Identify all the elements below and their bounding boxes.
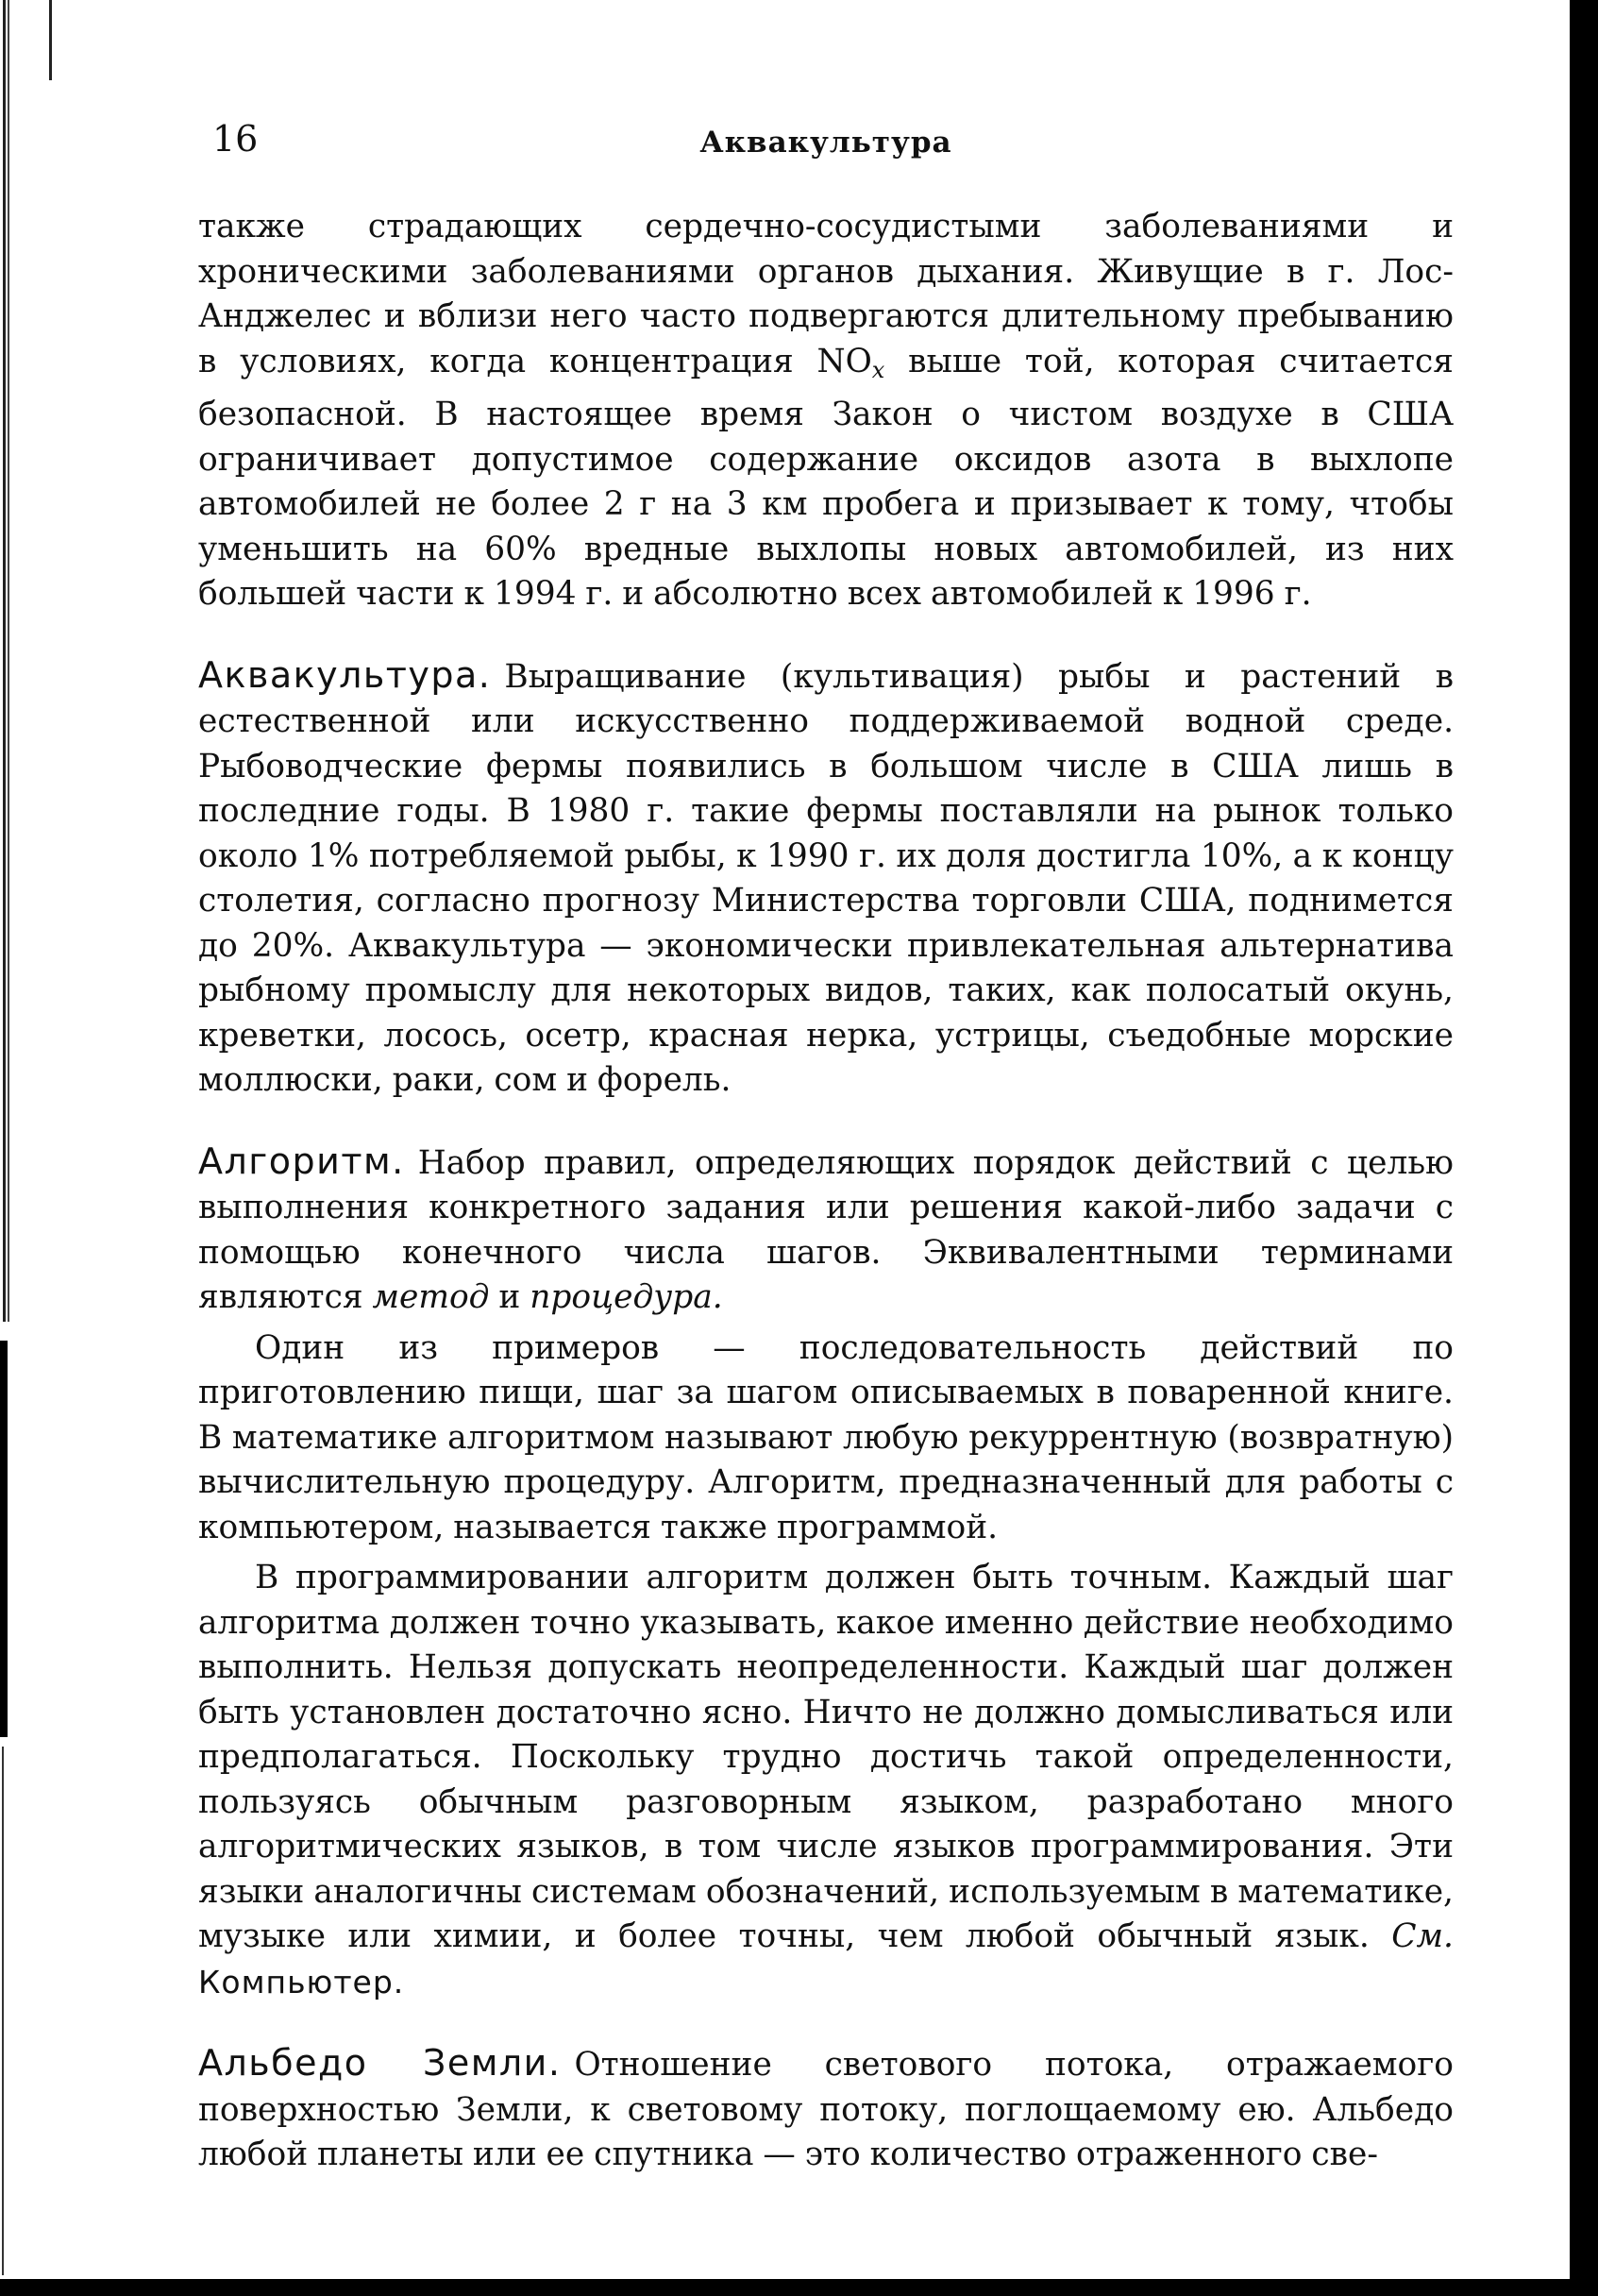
entry-aquaculture [198,653,1454,1104]
entry-text-algorithm: Набор правил, определяющих порядок действий с целью выполнения конкретного задания или решения какой-либо задачи с помощью конечного числа шагов. Эквивалентными терминами являются [198,1143,1454,1316]
entry-term-algorithm: Алгоритм. [198,1140,405,1182]
page-number: 16 [212,118,259,160]
algorithm-paragraph-2: Один из примеров — последовательность действий по приготовлению пищи, шаг за шагом описываемых в поваренной книге. В математике алгоритмом называют любую рекуррентную (возвратную) вычислительную процедуру. Алгоритм, предназначенный для работы с компьютером, называется также программой. [198,1328,1454,1546]
conjunction: и [489,1278,530,1316]
algorithm-paragraph-3 [198,1556,1454,2005]
italic-term-procedure: процедура. [530,1278,723,1316]
page-header [198,118,1454,175]
italic-term-method: метод [372,1278,490,1316]
book-page [198,118,1454,2178]
scan-edge-bottom [0,2279,1598,2296]
entry-term-aquaculture: Аквакультура. [198,653,492,696]
scan-edge-right [1570,0,1598,2296]
scan-edge-left-dark [0,1341,8,1737]
scan-edge-left [0,0,13,1322]
entry-term-albedo: Альбедо Земли. [198,2042,562,2084]
cross-reference-computer: Компьютер. [198,1963,405,2001]
intro-text-a: также страдающих сердечно-сосудистыми заболеваниями и хроническими заболеваниями органов дыхания. Живущие в г. Лос-Анджелес и вблизи него часто подвергаются длительному пребыванию в условиях, когда концентрация NO [198,208,1454,380]
intro-subscript: x [871,356,885,383]
entry-text-albedo: Отношение светового потока, отражаемого поверхностью Земли, к световому потоку, поглощаемому ею. Альбедо любой планеты или ее спутника — это количество отраженного све- [198,2046,1454,2173]
entry-algorithm [198,1140,1454,1321]
entry-text-aquaculture: Выращивание (культивация) рыбы и растений в естественной или искусственно поддерживаемой водной среде. Рыбоводческие фермы появились в большом числе в США лишь в последние годы. В 1980 г. такие фермы поставляли на рынок только около 1% потребляемой рыбы, к 1990 г. их доля достигла 10%, а к концу столетия, согласно прогнозу Министерства торговли США, поднимется до 20%. Аквакультура — экономически привлекательная альтернатива рыбному промыслу для некоторых видов, таких, как полосатый окунь, креветки, лосось, осетр, красная нерка, устрицы, съедобные морские моллюски, раки, сом и форель. [198,657,1454,1099]
entry-albedo [198,2041,1454,2178]
scan-mark-top [49,0,52,80]
scan-edge-left-lower [0,1747,6,2275]
intro-paragraph [198,205,1454,617]
see-label: См. [1391,1917,1454,1955]
running-head: Аквакультура [699,126,952,160]
algorithm-paragraph-3-text: В программировании алгоритм должен быть точным. Каждый шаг алгоритма должен точно указывать, какое именно действие необходимо выполнить. Нельзя допускать неопределенности. Каждый шаг должен быть установлен достаточно ясно. Ничто не должно домысливаться или предполагаться. Поскольку трудно достичь такой определенности, пользуясь обычным разговорным языком, разработано много алгоритмических языков, в том числе языков программирования. Эти языки аналогичны системам обозначений, используемым в математике, музыке или химии, и более точны, чем любой обычный язык. [198,1559,1454,1955]
intro-text-b: выше той, которая считается безопасной. В настоящее время Закон о чистом воздухе в США ограничивает допустимое содержание оксидов азота в выхлопе автомобилей не более 2 г на 3 км пробега и призывает к тому, чтобы уменьшить на 60% вредные выхлопы новых автомобилей, из них большей части к 1994 г. и абсолютно всех автомобилей к 1996 г. [198,342,1454,613]
